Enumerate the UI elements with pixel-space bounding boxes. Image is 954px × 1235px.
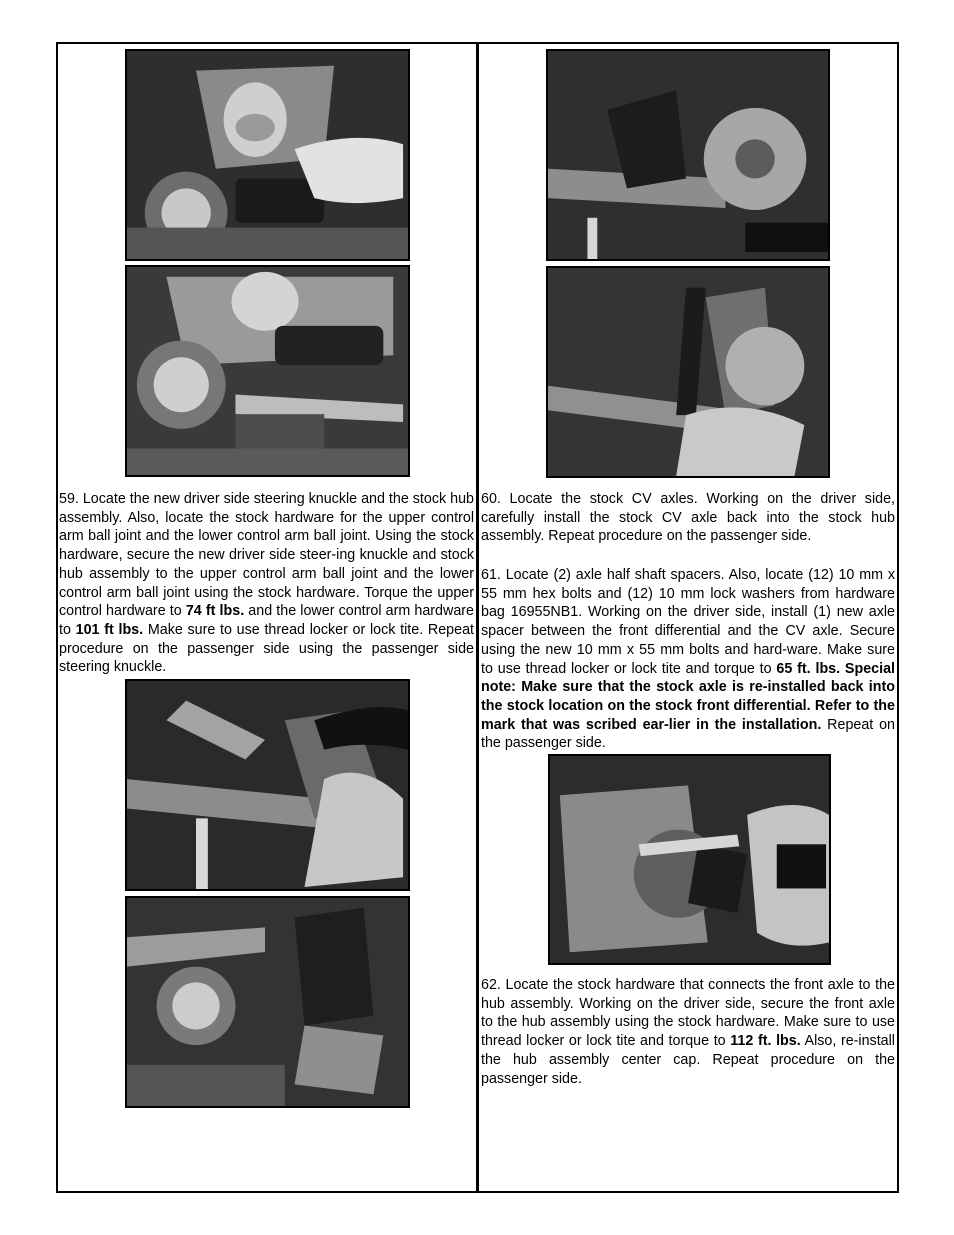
photo-step-60-cv-axle [546, 266, 830, 478]
column-divider [476, 42, 479, 1193]
step-60-text: 60. Locate the stock CV axles. Working on the driver side, carefully install the stock CV axle back into the stock hub assembly. Repeat procedure on the passenger side. [481, 491, 895, 545]
photo-step-61-differential [548, 754, 831, 965]
photo-step-59-torque-wrench [125, 265, 410, 477]
photo-step-59-knuckle-installed [125, 896, 410, 1108]
step-62-text: 62. Locate the stock hardware that connects the front axle to the hub assembly. Working on the driver side, secure the front axle to the hub assembly using the stock hardware. Make sure to use thread locker or lock tite and torque to 112 ft. lbs. Also, re-install the hub assembly center cap. Repeat procedure on the passenger side. [481, 977, 895, 1087]
photo-step-59-upper-joint [125, 49, 410, 261]
photo-step-60-hub [546, 49, 830, 261]
step-59-text: 59. Locate the new driver side steering knuckle and the stock hub assembly. Also, locate the stock hardware for the upper control arm ball joint and the lower control arm ball joint. Using the stock hardware, secure the new driver side steer-ing knuckle and stock hub assembly to the upper control arm ball joint and the lower control arm ball joint using the stock hardware. Torque the upper control hardware to 74 ft lbs. and the lower control arm hardware to 101 ft lbs. Make sure to use thread locker or lock tite. Repeat procedure on the passenger side using the passenger side steering knuckle. [59, 491, 474, 676]
photo-step-59-lower-joint [125, 679, 410, 891]
step-61-text: 61. Locate (2) axle half shaft spacers. Also, locate (12) 10 mm x 55 mm hex bolts and (12) 10 mm lock washers from hardware bag 16955NB1. Working on the driver side, install (1) new axle spacer between the front differential and the CV axle. Secure using the new 10 mm x 55 mm bolts and hard-ware. Make sure to use thread locker or lock tite and torque to 65 ft. lbs. Special note: Make sure that the stock axle is re-installed back into the stock location on the stock front differential. Refer to the mark that was scribed ear-lier in the installation. Repeat on the passenger side. [481, 567, 896, 752]
